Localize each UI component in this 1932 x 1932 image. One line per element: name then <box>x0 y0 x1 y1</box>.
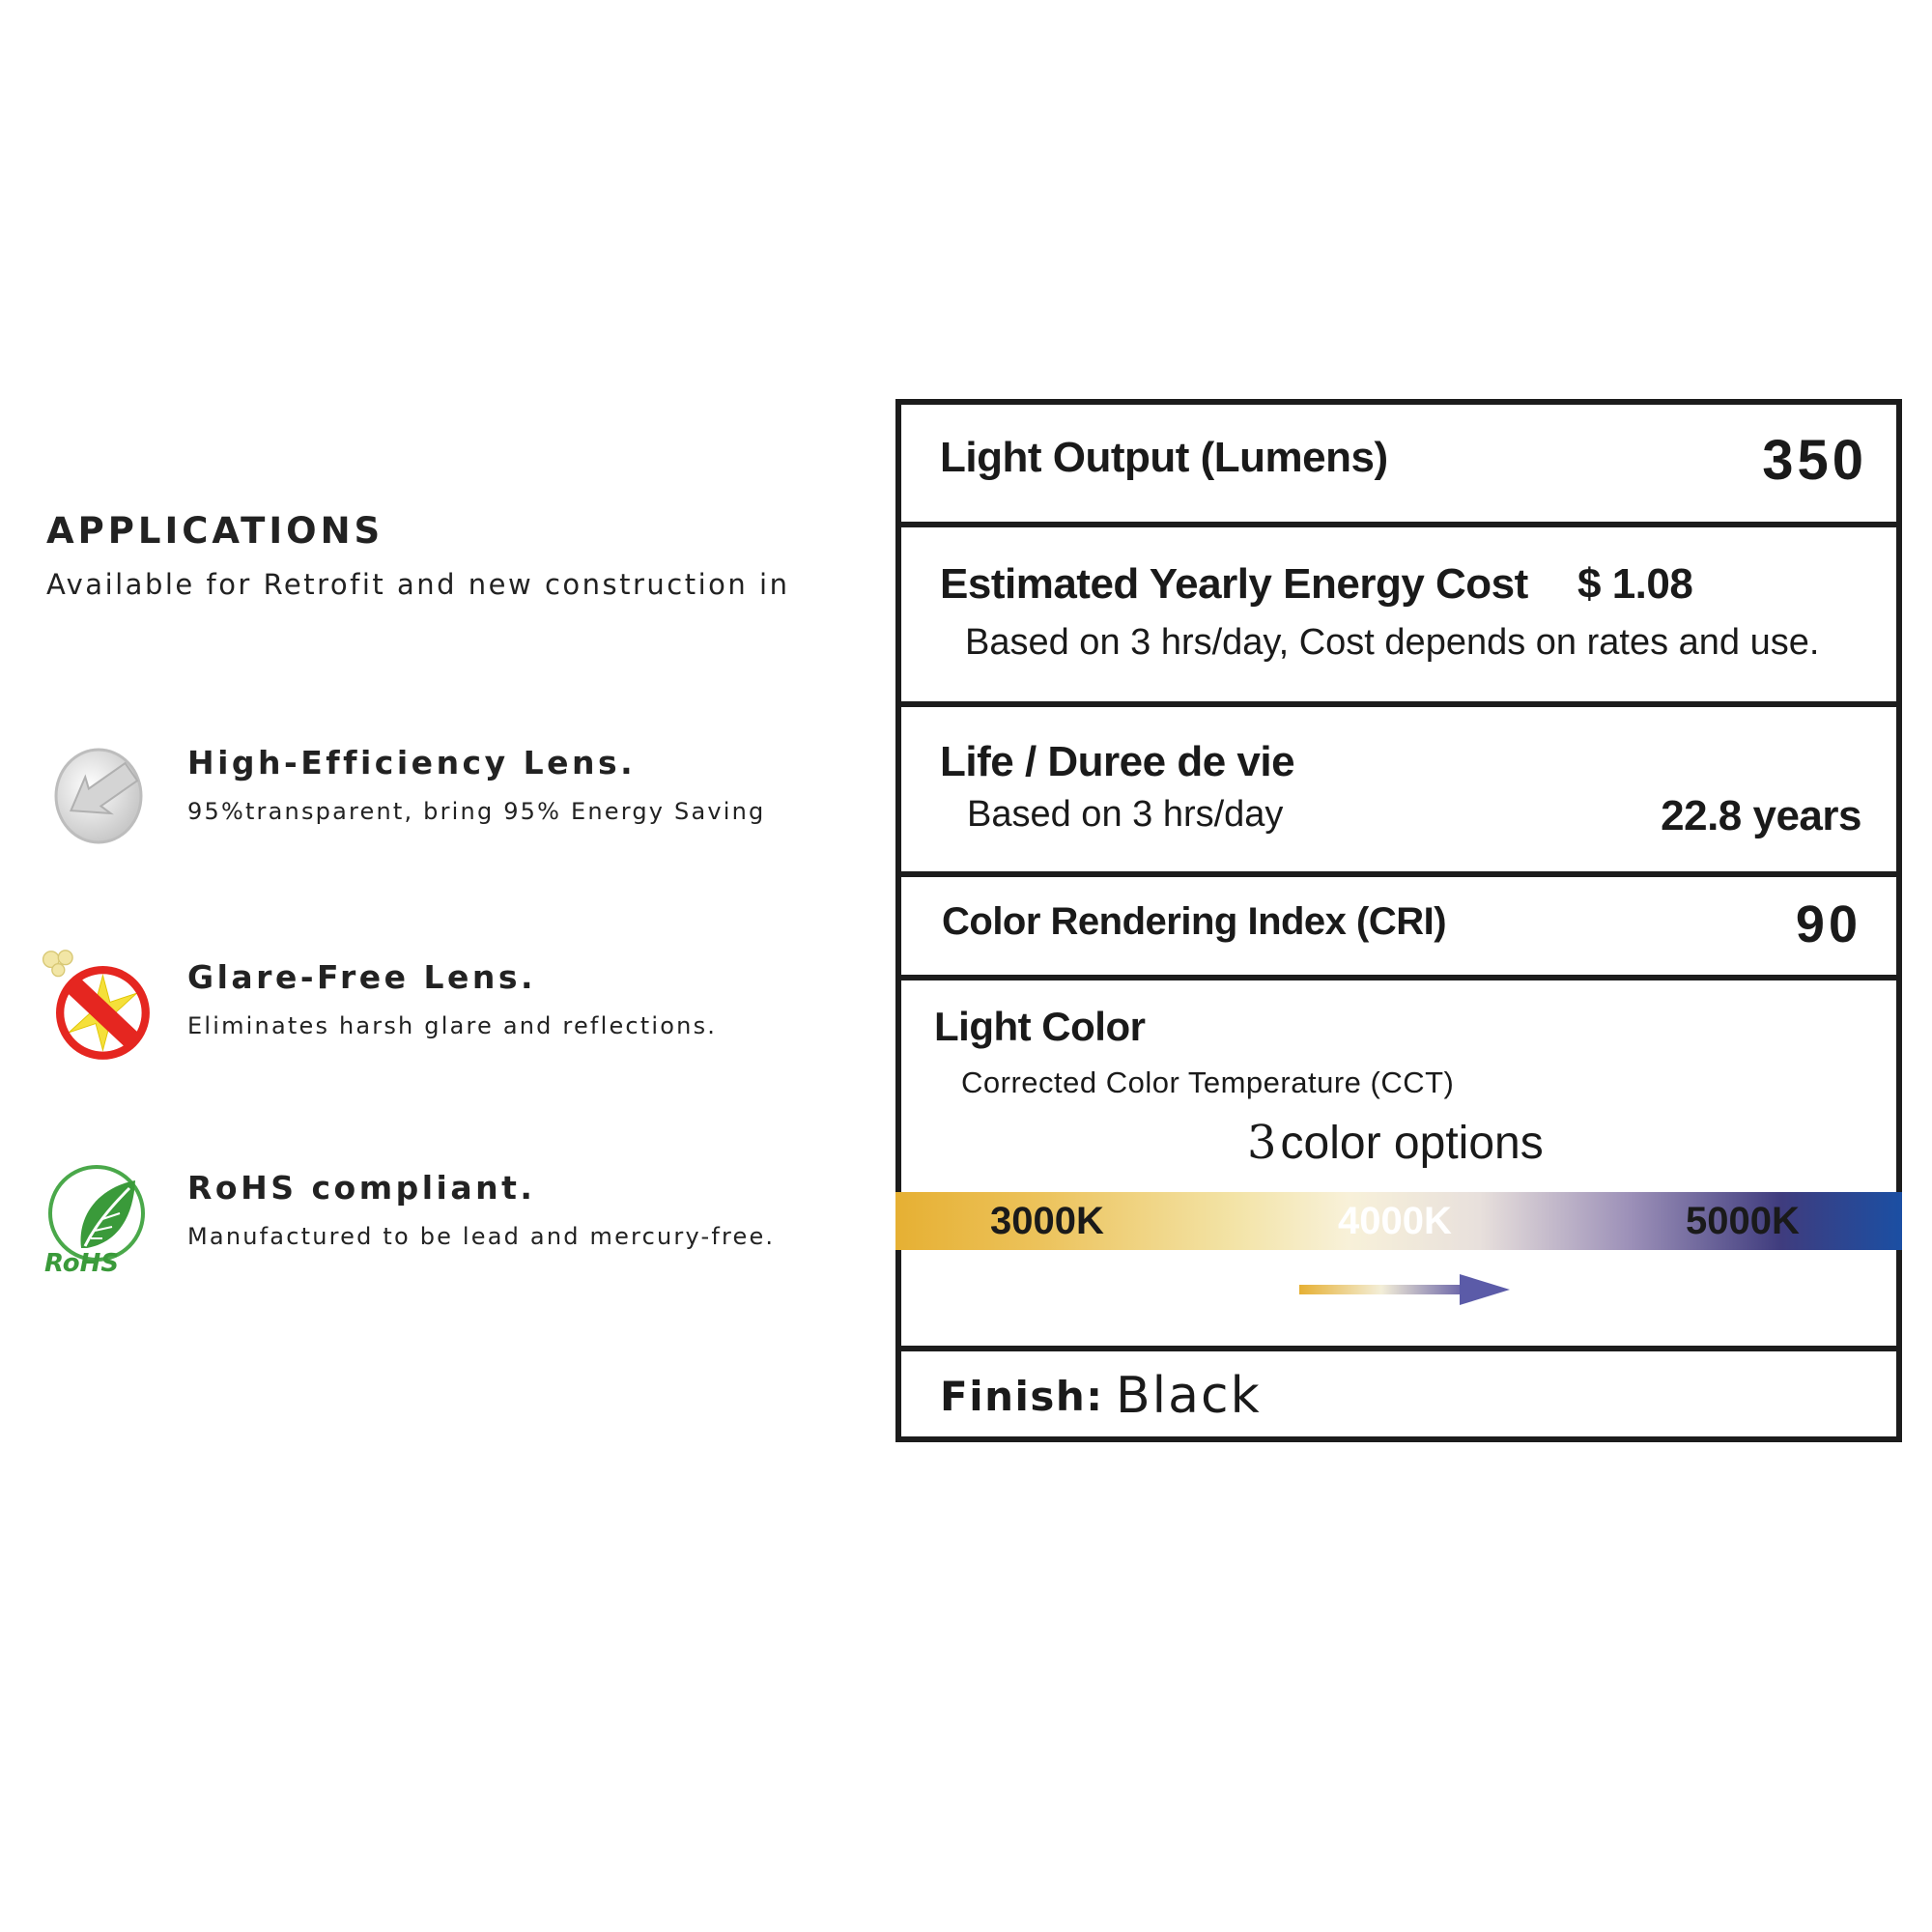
cost-value: $ 1.08 <box>1577 560 1693 608</box>
spec-row-lumens <box>901 405 1896 527</box>
feature-title: High-Efficiency Lens. <box>187 744 637 781</box>
specs-panel <box>895 399 1902 1442</box>
finish-value: Black <box>1116 1367 1262 1425</box>
finish-label: Finish: <box>940 1373 1104 1420</box>
spec-row-light-color <box>901 980 1896 1351</box>
life-value: 22.8 years <box>1661 792 1861 839</box>
cost-label: Estimated Yearly Energy Cost <box>940 560 1528 608</box>
lens-icon <box>39 734 155 850</box>
spec-row-finish <box>901 1351 1896 1436</box>
cri-label: Color Rendering Index (CRI) <box>942 900 1447 943</box>
color-options-count: 3 <box>1247 1116 1277 1170</box>
rohs-leaf-icon <box>39 1159 155 1275</box>
cct-subtitle: Corrected Color Temperature (CCT) <box>961 1065 1455 1099</box>
feature-high-efficiency-lens <box>39 734 811 860</box>
feature-description: Eliminates harsh glare and reflections. <box>187 1012 718 1039</box>
no-glare-icon <box>39 949 155 1065</box>
temp-5000k-label: 5000K <box>1686 1200 1800 1242</box>
color-options-caption <box>1247 1116 1544 1170</box>
lumens-label: Light Output (Lumens) <box>940 434 1388 481</box>
applications-title: APPLICATIONS <box>46 510 384 552</box>
feature-description: Manufactured to be lead and mercury-free. <box>187 1223 776 1250</box>
feature-rohs-compliant <box>39 1159 811 1285</box>
life-note: Based on 3 hrs/day <box>967 794 1284 835</box>
applications-subtitle: Available for Retrofit and new construction in <box>46 568 790 601</box>
cct-gradient-bar <box>895 1192 1902 1250</box>
life-label: Life / Duree de vie <box>940 738 1295 785</box>
spec-row-cri <box>901 877 1896 980</box>
feature-title: Glare-Free Lens. <box>187 958 537 996</box>
cost-note: Based on 3 hrs/day, Cost depends on rates and use. <box>965 622 1820 663</box>
feature-description: 95%transparent, bring 95% Energy Saving <box>187 798 766 825</box>
rohs-icon-label: RoHS <box>44 1249 120 1275</box>
lumens-value: 350 <box>1762 429 1867 492</box>
warm-to-cool-arrow-icon <box>1299 1270 1512 1309</box>
temp-4000k-label: 4000K <box>1338 1200 1452 1242</box>
feature-glare-free-lens <box>39 949 811 1074</box>
cri-value: 90 <box>1795 895 1861 953</box>
spec-row-energy-cost <box>901 527 1896 707</box>
feature-title: RoHS compliant. <box>187 1169 536 1207</box>
temp-3000k-label: 3000K <box>990 1200 1104 1242</box>
spec-row-life <box>901 707 1896 877</box>
light-color-label: Light Color <box>934 1004 1146 1049</box>
color-options-text: color options <box>1280 1118 1544 1169</box>
